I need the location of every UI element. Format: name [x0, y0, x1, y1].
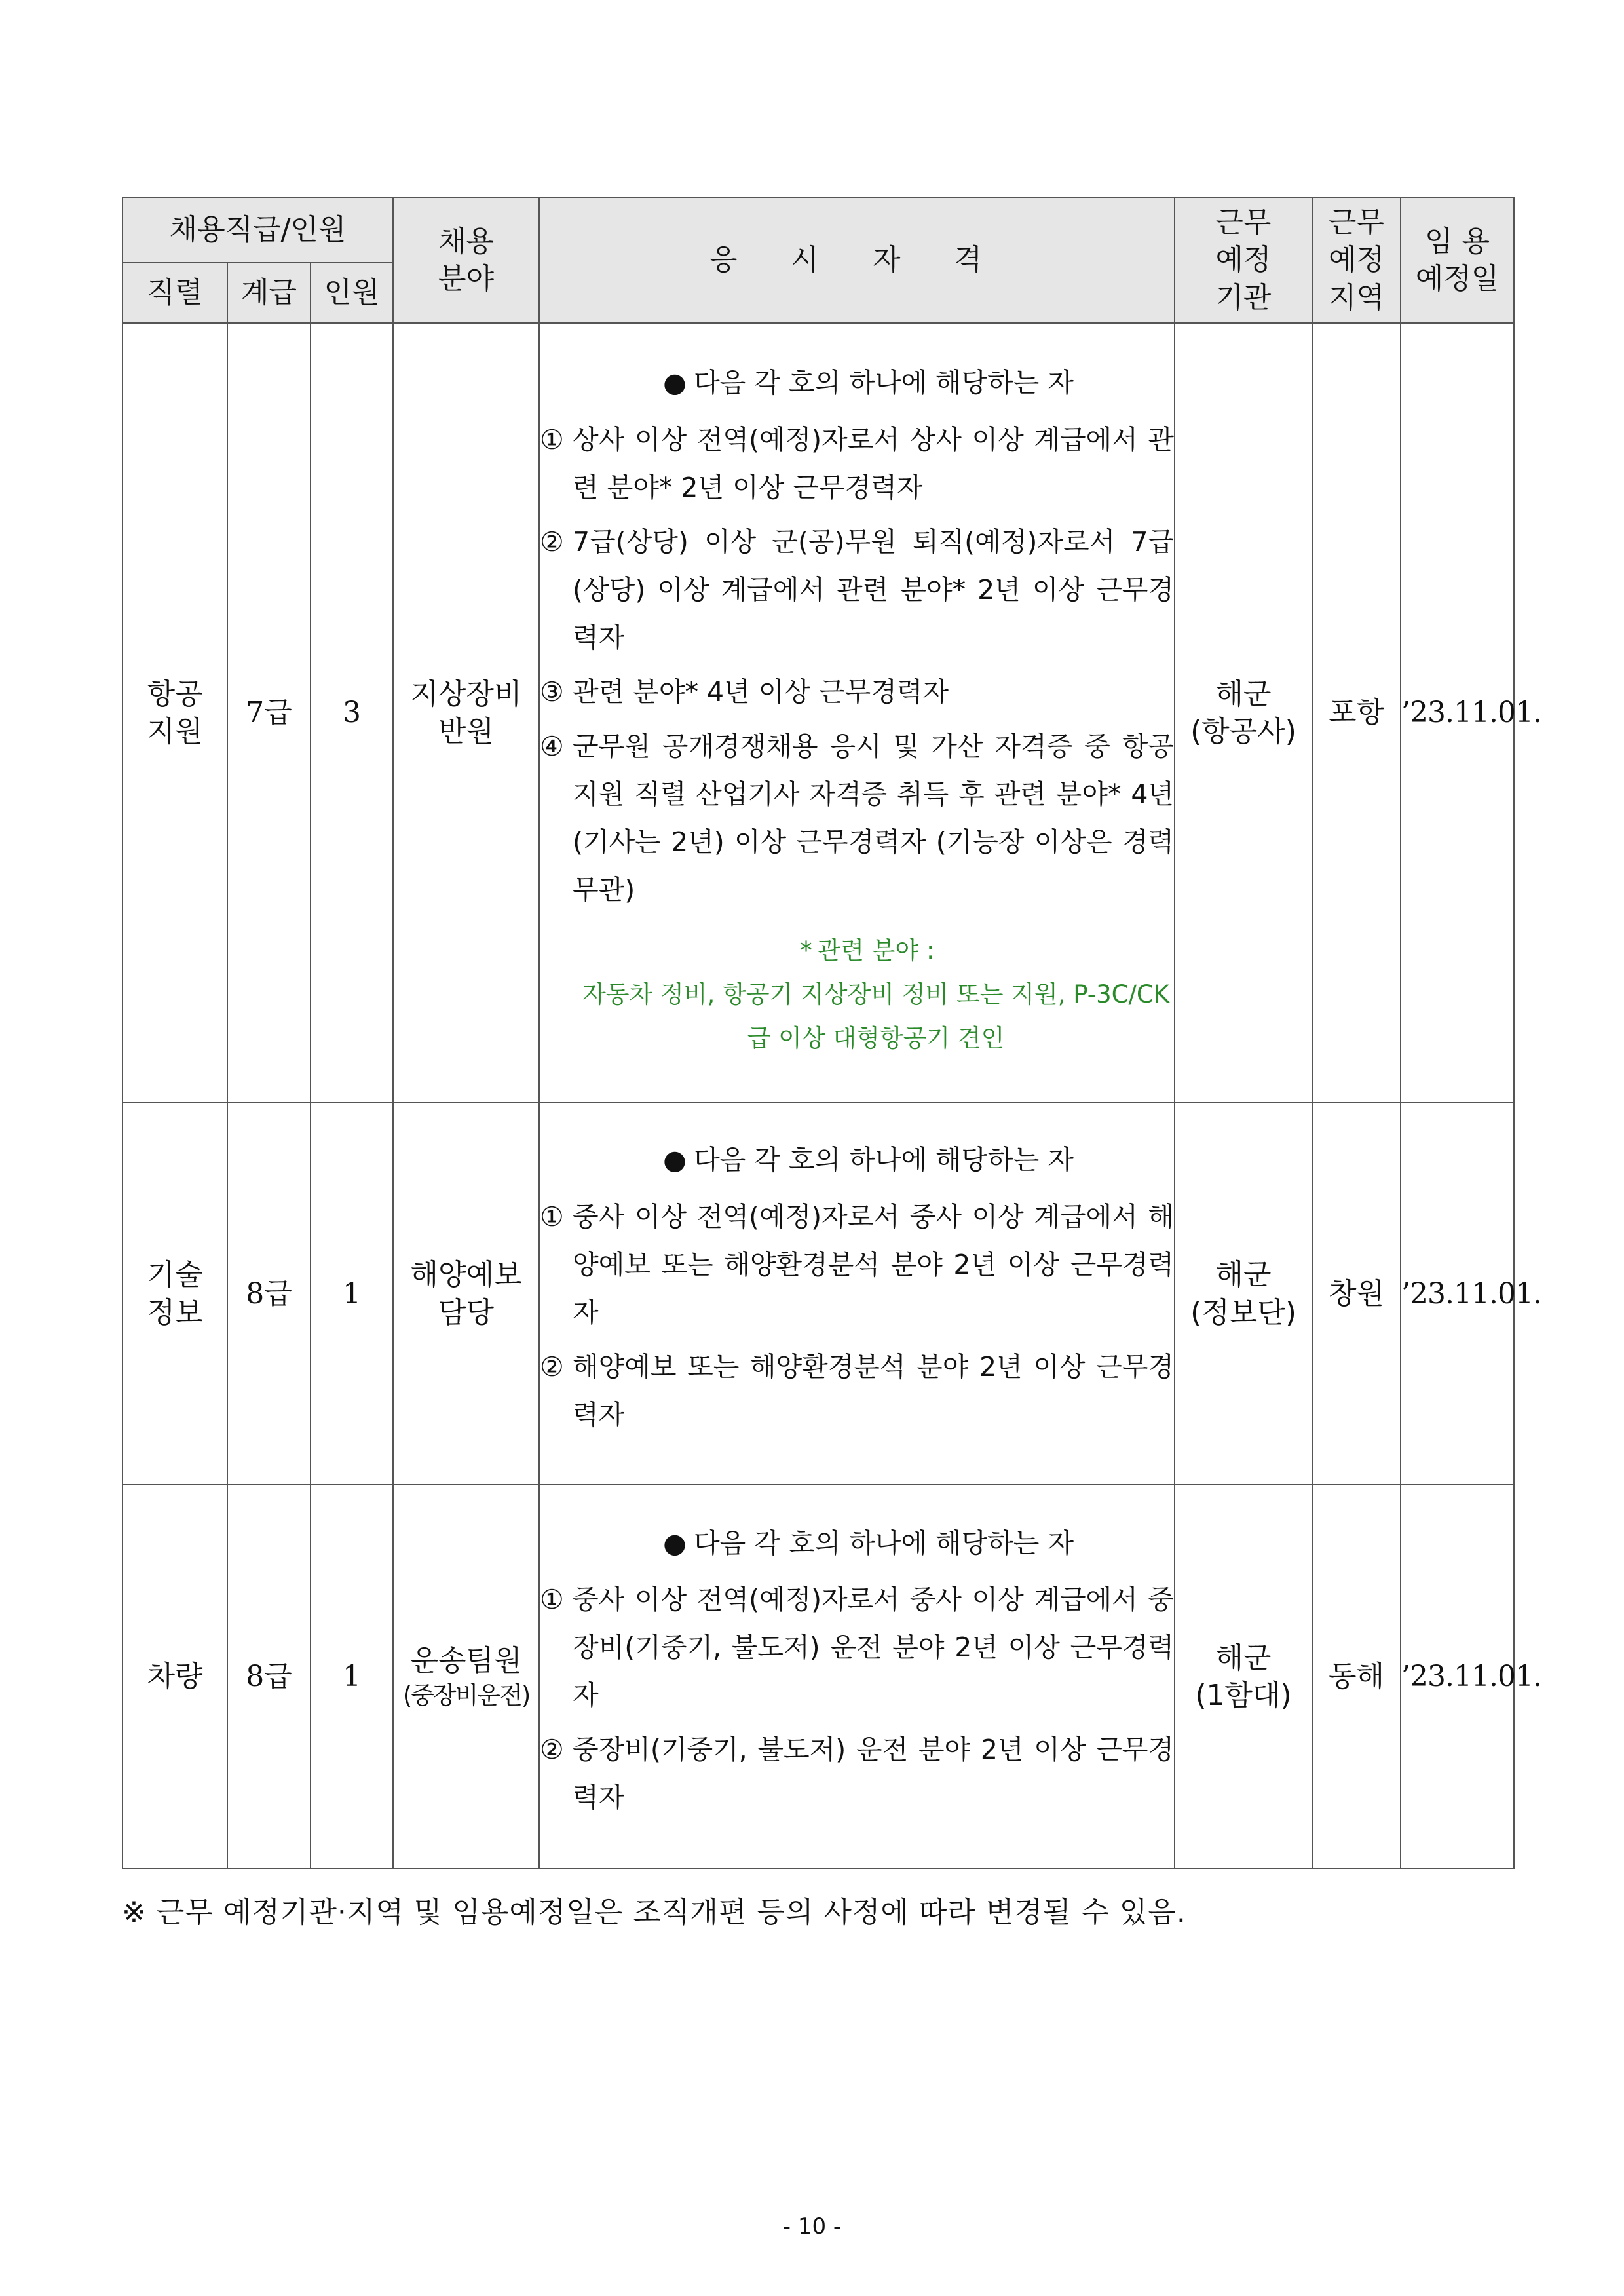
qualification-intro: ● 다음 각 호의 하나에 해당하는 자: [540, 1142, 1174, 1178]
grade-cell: 8급: [227, 1103, 311, 1485]
list-item: ② 7급(상당) 이상 군(공)무원 퇴직(예정)자로서 7급(상당) 이상 계급에서 관련 분야* 2년 이상 근무경력자: [540, 526, 1175, 653]
list-item: ① 중사 이상 전역(예정)자로서 중사 이상 계급에서 해양예보 또는 해양환경분석 분야 2년 이상 근무경력자: [540, 1200, 1175, 1328]
grade-cell: 7급: [227, 323, 311, 1103]
list-item: ② 중장비(기중기, 불도저) 운전 분야 2년 이상 근무경력자: [540, 1734, 1175, 1814]
header-region: 근무 예정 지역: [1312, 197, 1401, 323]
header-field: 채용 분야: [393, 197, 539, 323]
bullet-dot-icon: ●: [663, 367, 687, 399]
qualification-intro: ● 다음 각 호의 하나에 해당하는 자: [540, 1525, 1174, 1561]
asterisk-icon: *: [800, 936, 812, 965]
date-cell: ’23.11.01.: [1401, 1103, 1514, 1485]
qualification-cell: [539, 1485, 1175, 1869]
org-cell: 해군 (항공사): [1175, 323, 1312, 1103]
count-cell: 1: [311, 1103, 393, 1485]
field-cell: 해양예보 담당: [393, 1103, 539, 1485]
grade-cell: 8급: [227, 1485, 311, 1869]
org-cell: 해군 (정보단): [1175, 1103, 1312, 1485]
list-item: ① 중사 이상 전역(예정)자로서 중사 이상 계급에서 중장비(기중기, 불도저) 운전 분야 2년 이상 근무경력자: [540, 1584, 1175, 1712]
bullet-dot-icon: ●: [663, 1527, 687, 1559]
list-item: ③ 관련 분야* 4년 이상 근무경력자: [540, 676, 949, 708]
header-count: 인원: [311, 263, 393, 323]
table-row: [123, 1103, 1514, 1485]
qualification-cell: [539, 1103, 1175, 1485]
related-field-note: * 관련 분야 : 자동차 정비, 항공기 지상장비 정비 또는 지원, P-3C/CK급 이상 대형항공기 견인: [540, 928, 1174, 1061]
list-item: ① 상사 이상 전역(예정)자로서 상사 이상 계급에서 관련 분야* 2년 이상 근무경력자: [540, 423, 1175, 503]
field-subtitle: (중장비운전): [402, 1681, 530, 1710]
count-cell: 3: [311, 323, 393, 1103]
header-row-top: [123, 197, 1514, 263]
list-item: ② 해양예보 또는 해양환경분석 분야 2년 이상 근무경력자: [540, 1350, 1175, 1430]
list-item: ④ 군무원 공개경쟁채용 응시 및 가산 자격증 중 항공지원 직렬 산업기사 자격증 취득 후 관련 분야* 4년(기사는 2년) 이상 근무경력자 (기능장 이상은 경력 무관): [540, 730, 1175, 906]
table-row: [123, 323, 1514, 1103]
region-cell: 동해: [1312, 1485, 1401, 1869]
header-qualification: 응 시 자 격: [539, 197, 1175, 323]
page-number: - 10 -: [782, 2213, 842, 2240]
footnote: ※ 근무 예정기관·지역 및 임용예정일은 조직개편 등의 사정에 따라 변경될 수 있음.: [122, 1896, 1186, 1929]
org-cell: 해군 (1함대): [1175, 1485, 1312, 1869]
count-cell: 1: [311, 1485, 393, 1869]
field-cell: 운송팀원 (중장비운전): [393, 1485, 539, 1869]
header-series: 직렬: [123, 263, 227, 323]
table-row: [123, 1485, 1514, 1869]
region-cell: 창원: [1312, 1103, 1401, 1485]
qualification-intro: ● 다음 각 호의 하나에 해당하는 자: [540, 365, 1174, 401]
bullet-dot-icon: ●: [663, 1144, 687, 1176]
header-grade: 계급: [227, 263, 311, 323]
date-cell: ’23.11.01.: [1401, 1485, 1514, 1869]
date-cell: ’23.11.01.: [1401, 323, 1514, 1103]
region-cell: 포항: [1312, 323, 1401, 1103]
recruitment-table: [122, 197, 1541, 1869]
header-org: 근무 예정 기관: [1175, 197, 1312, 323]
header-group-label: 채용직급/인원: [123, 197, 393, 263]
series-cell: 항공 지원: [123, 323, 227, 1103]
qualification-cell: [539, 323, 1175, 1103]
header-date: 임 용 예정일: [1401, 197, 1514, 323]
field-cell: 지상장비 반원: [393, 323, 539, 1103]
series-cell: 차량: [123, 1485, 227, 1869]
series-cell: 기술 정보: [123, 1103, 227, 1485]
